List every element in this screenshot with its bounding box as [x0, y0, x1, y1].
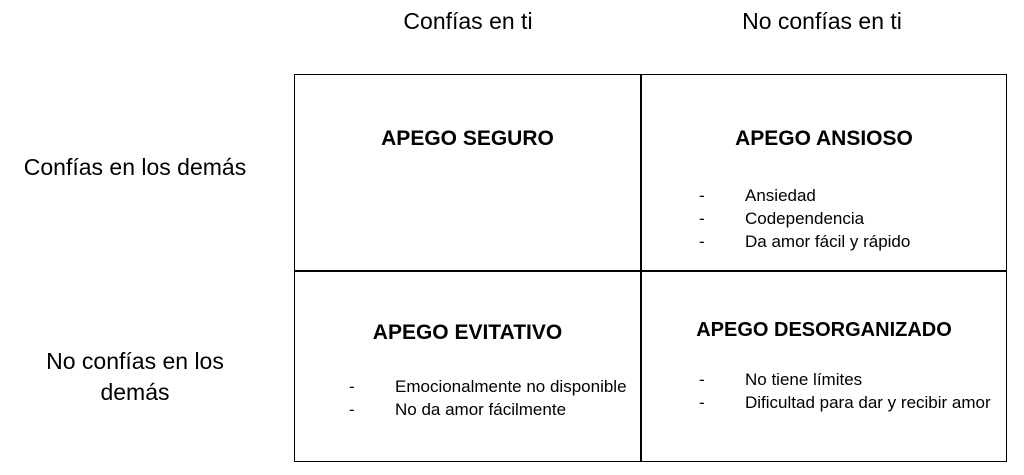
- list-item-text: Dificultad para dar y recibir amor: [745, 393, 991, 412]
- quadrant-secure: [295, 75, 640, 270]
- attachment-matrix: [294, 74, 1007, 462]
- column-header-no-self-trust: No confías en ti: [742, 8, 902, 34]
- list-item: - Dificultad para dar y recibir amor: [699, 393, 991, 412]
- quadrant-title-disorganized: APEGO DESORGANIZADO: [696, 319, 952, 341]
- quadrant-title-secure: APEGO SEGURO: [381, 127, 554, 150]
- list-item-text: No tiene límites: [745, 370, 863, 389]
- row-header-no-trust-others: No confías en los demás: [46, 348, 224, 405]
- list-item: - Ansiedad: [699, 186, 816, 205]
- quadrant-avoidant: [295, 272, 640, 461]
- quadrant-list-anxious: [699, 184, 999, 253]
- quadrant-list-disorganized: [699, 368, 999, 414]
- row-header-trust-others: Confías en los demás: [23, 154, 247, 180]
- list-item-text: Emocionalmente no disponible: [395, 377, 627, 396]
- list-item-text: Codependencia: [745, 209, 865, 228]
- list-item: - Codependencia: [699, 209, 865, 228]
- list-item-text: No da amor fácilmente: [395, 400, 567, 419]
- list-item-text: Ansiedad: [745, 186, 816, 205]
- list-item: - Da amor fácil y rápido: [699, 232, 911, 251]
- quadrant-anxious: [642, 75, 1006, 270]
- list-item: - No da amor fácilmente: [349, 400, 567, 419]
- list-item-text: Da amor fácil y rápido: [745, 232, 911, 251]
- quadrant-title-avoidant: APEGO EVITATIVO: [372, 321, 563, 344]
- list-item: - No tiene límites: [699, 370, 863, 389]
- quadrant-title-anxious: APEGO ANSIOSO: [735, 127, 913, 150]
- quadrant-disorganized: [642, 272, 1006, 461]
- list-item: - Emocionalmente no disponible: [349, 377, 627, 396]
- column-header-self-trust: Confías en ti: [403, 8, 533, 34]
- quadrant-list-avoidant: [349, 375, 639, 421]
